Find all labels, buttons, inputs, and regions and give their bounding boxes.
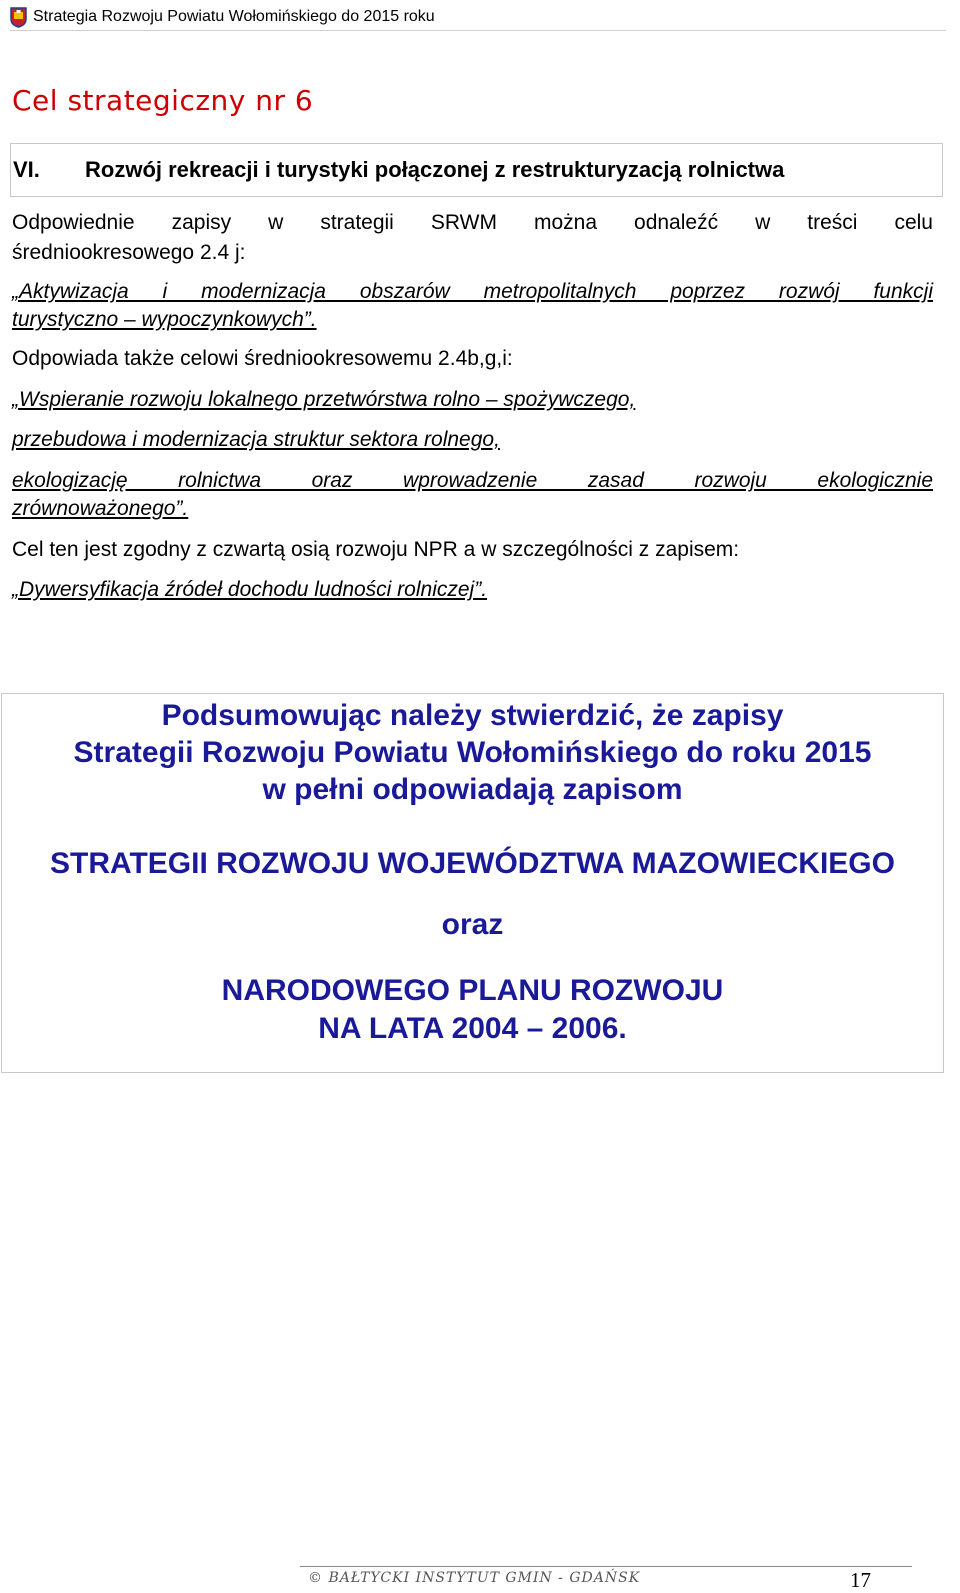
page-number: 17 <box>850 1568 871 1592</box>
summary-line-4: STRATEGII ROZWOJU WOJEWÓDZTWA MAZOWIECKIEGO <box>50 847 895 880</box>
header-title: Strategia Rozwoju Powiatu Wołomińskiego do 2015 roku <box>33 8 435 25</box>
summary-line-1: Podsumowując należy stwierdzić, że zapisy <box>161 699 784 732</box>
summary-line-2: Strategii Rozwoju Powiatu Wołomińskiego do roku 2015 <box>73 736 872 769</box>
intro-line-2: średniookresowego 2.4 j: <box>12 241 246 264</box>
summary-line-3: w pełni odpowiadają zapisom <box>262 773 683 806</box>
quote-line-2: turystyczno – wypoczynkowych”. <box>12 308 317 331</box>
quote-line-4: przebudowa i modernizacja struktur sektora rolnego, <box>12 428 500 451</box>
quote-line-7: „Dywersyfikacja źródeł dochodu ludności rolniczej”. <box>12 578 488 601</box>
quote-line-6: zrównoważonego”. <box>12 497 189 520</box>
also-line: Odpowiada także celowi średniookresowemu 2.4b,g,i: <box>12 347 513 370</box>
quote-line-3: „Wspieranie rozwoju lokalnego przetwórstwa rolno – spożywczego, <box>12 388 636 411</box>
quote-line-1: „Aktywizacja i modernizacja obszarów metropolitalnych poprzez rozwój funkcji <box>12 280 933 303</box>
summary-box <box>1 693 944 1073</box>
summary-line-7: NA LATA 2004 – 2006. <box>318 1012 627 1045</box>
summary-line-6: NARODOWEGO PLANU ROZWOJU <box>221 974 724 1007</box>
intro-line-1: Odpowiednie zapisy w strategii SRWM można odnaleźć w treści celu <box>12 211 933 234</box>
footer-text: © BAŁTYCKI INSTYTUT GMIN - GDAŃSK <box>308 1570 641 1586</box>
goal-title: Cel strategiczny nr 6 <box>12 84 314 117</box>
footer-divider <box>300 1566 912 1567</box>
section-number: VI. <box>13 157 40 182</box>
section-title: Rozwój rekreacji i turystyki połączonej z restrukturyzacją rolnictwa <box>85 157 785 182</box>
section-heading <box>10 143 943 197</box>
coat-of-arms-icon <box>10 7 27 28</box>
quote-line-5: ekologizację rolnictwa oraz wprowadzenie zasad rozwoju ekologicznie <box>12 469 933 492</box>
page-header <box>10 4 946 31</box>
summary-line-5: oraz <box>441 908 504 941</box>
npr-line: Cel ten jest zgodny z czwartą osią rozwoju NPR a w szczególności z zapisem: <box>12 538 740 561</box>
